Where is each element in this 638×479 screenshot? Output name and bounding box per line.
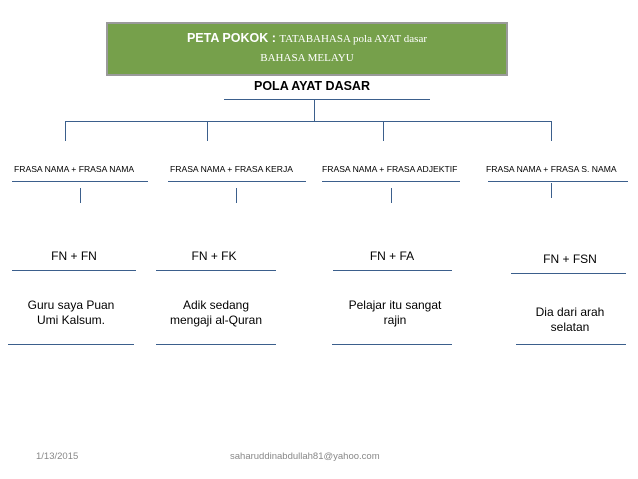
example-4-line-2: selatan bbox=[550, 320, 590, 334]
title-subject-line-2: BAHASA MELAYU bbox=[260, 52, 354, 64]
footer-date: 1/13/2015 bbox=[36, 451, 79, 462]
formula-label-2: FN + FK bbox=[191, 249, 237, 263]
category-label-1: FRASA NAMA + FRASA NAMA bbox=[14, 164, 135, 174]
formula-label-1: FN + FN bbox=[51, 249, 97, 263]
title-subject-line-1: TATABAHASA pola AYAT dasar bbox=[279, 33, 428, 45]
title-prefix: PETA POKOK : bbox=[186, 31, 280, 45]
example-2-line-2: mengaji al-Quran bbox=[169, 313, 263, 327]
example-text-4 bbox=[516, 305, 624, 335]
example-3-line-2: rajin bbox=[383, 313, 407, 327]
category-label-4: FRASA NAMA + FRASA S. NAMA bbox=[486, 164, 617, 174]
category-label-2: FRASA NAMA + FRASA KERJA bbox=[170, 164, 293, 174]
example-1-line-1: Guru saya Puan bbox=[27, 298, 115, 312]
example-1-line-2: Umi Kalsum. bbox=[36, 313, 105, 327]
example-text-1 bbox=[10, 298, 132, 328]
formula-label-3: FN + FA bbox=[369, 249, 415, 263]
example-3-line-1: Pelajar itu sangat bbox=[348, 298, 442, 312]
example-text-2 bbox=[156, 298, 276, 328]
category-label-3: FRASA NAMA + FRASA ADJEKTIF bbox=[322, 164, 458, 174]
footer-email: saharuddinabdullah81@yahoo.com bbox=[230, 451, 380, 462]
root-node-label: POLA AYAT DASAR bbox=[254, 79, 370, 93]
example-text-3 bbox=[332, 298, 458, 328]
formula-label-4: FN + FSN bbox=[543, 252, 597, 266]
example-2-line-1: Adik sedang bbox=[182, 298, 250, 312]
example-4-line-1: Dia dari arah bbox=[535, 305, 605, 319]
